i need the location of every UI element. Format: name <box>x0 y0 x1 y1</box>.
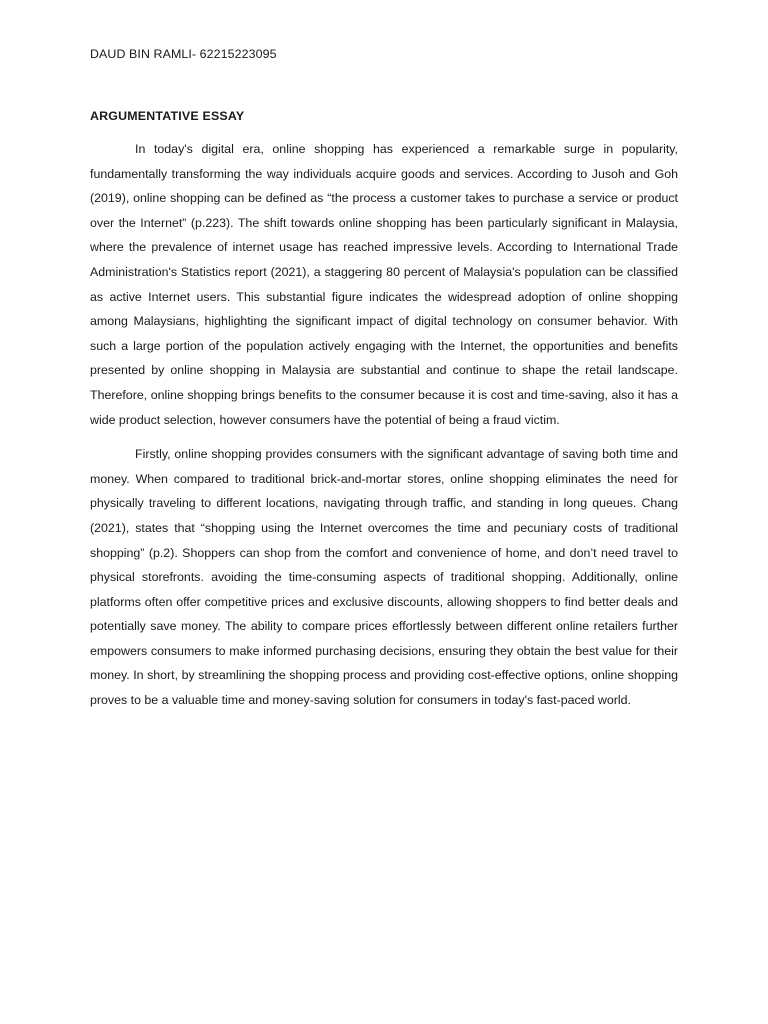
author-line: DAUD BIN RAMLI- 62215223095 <box>90 47 277 61</box>
essay-body <box>90 137 678 713</box>
essay-title: ARGUMENTATIVE ESSAY <box>90 109 245 123</box>
paragraph-introduction: In today's digital era, online shopping has experienced a remarkable surge in popularity, fundamentally transforming the way individuals acquire goods and services. According to Jusoh and Goh (2019), online shopping can be defined as “the process a customer takes to purchase a service or product over the Internet” (p.223). The shift towards online shopping has been particularly significant in Malaysia, where the prevalence of internet usage has reached impressive levels. According to International Trade Administration's Statistics report (2021), a staggering 80 percent of Malaysia's population can be classified as active Internet users. This substantial figure indicates the widespread adoption of online shopping among Malaysians, highlighting the significant impact of digital technology on consumer behavior. With such a large portion of the population actively engaging with the Internet, the opportunities and benefits presented by online shopping in Malaysia are substantial and continue to shape the retail landscape. Therefore, online shopping brings benefits to the consumer because it is cost and time-saving, also it has a wide product selection, however consumers have the potential of being a fraud victim. <box>90 142 678 427</box>
paragraph-time-and-money: Firstly, online shopping provides consumers with the significant advantage of saving both time and money. When compared to traditional brick-and-mortar stores, online shopping eliminates the need for physically traveling to different locations, navigating through traffic, and standing in long queues. Chang (2021), states that “shopping using the Internet overcomes the time and pecuniary costs of traditional shopping” (p.2). Shoppers can shop from the comfort and convenience of home, and don’t need travel to physical storefronts. avoiding the time-consuming aspects of traditional shopping. Additionally, online platforms often offer competitive prices and exclusive discounts, allowing shoppers to find better deals and potentially save money. The ability to compare prices effortlessly between different online retailers further empowers consumers to make informed purchasing decisions, ensuring they obtain the best value for their money. In short, by streamlining the shopping process and providing cost-effective options, online shopping proves to be a valuable time and money-saving solution for consumers in today's fast-paced world. <box>90 447 678 708</box>
